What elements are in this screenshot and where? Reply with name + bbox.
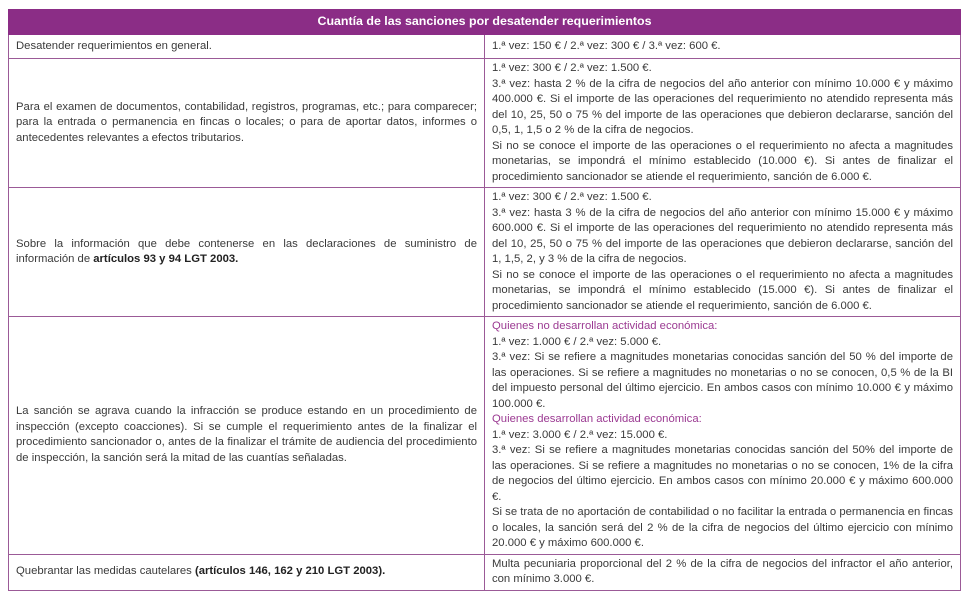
table-row	[9, 35, 961, 59]
sanctions-table	[8, 9, 961, 591]
row-infraction: Desatender requerimientos en general.	[9, 35, 485, 59]
sanction-line: 3.ª vez: hasta 3 % de la cifra de negocios del año anterior con mínimo 15.000 € y máximo 600.000 €. Si el importe de las operaciones del requerimiento no atendido representa más del 10, 25, 50 o 75 % del importe de las operaciones que debieron declararse, sanción del 1, 1,5, 2, y 3 % de la cifra de negocios.	[492, 206, 953, 265]
infraction-legal-ref: artículos 93 y 94 LGT 2003.	[93, 253, 239, 265]
sanction-line: 1.ª vez: 300 € / 2.ª vez: 1.500 €.	[492, 191, 652, 203]
row-sanction	[485, 317, 961, 555]
row-infraction	[9, 554, 485, 590]
row-sanction	[485, 188, 961, 317]
sanction-line: Multa pecuniaria proporcional del 2 % de la cifra de negocios del infractor el año anterior, con mínimo 3.000 €.	[492, 557, 953, 585]
row-sanction	[485, 35, 961, 59]
infraction-text: Quebrantar las medidas cautelares	[16, 565, 195, 578]
sanction-line: 3.ª vez: Si se refiere a magnitudes monetarias conocidas sanción del 50 % del importe de las operaciones. Si se refiere a magnitudes no monetarias o no se conocen, 0,5 % de la BI del impuesto personal del último ejercicio. En ambos casos con mínimo 10.000 € y máximo 100.000 €.	[492, 351, 953, 410]
row-infraction: La sanción se agrava cuando la infracción se produce estando en un procedimiento de inspección (excepto coacciones). Si se cumple el requerimiento antes de la finalizar el procedimiento sancionador o, antes de la finalizar el trámite de audiencia del procedimiento de inspección, la sanción será la mitad de las cuantías señaladas.	[9, 317, 485, 555]
table-row	[9, 554, 961, 590]
sanction-line: 1.ª vez: 150 € / 2.ª vez: 300 € / 3.ª vez: 600 €.	[492, 39, 721, 52]
subgroup-heading: Quienes no desarrollan actividad económica:	[492, 320, 718, 332]
sanction-line: 3.ª vez: hasta 2 % de la cifra de negocios del año anterior con mínimo 10.000 € y máximo 400.000 €. Si el importe de las operaciones del requerimiento no atendido representa más del 10, 25, 50 o 75 % del importe de las operaciones que debieron declararse, sanción del 0,5, 1, 1,5 o 2 % de la cifra de negocios.	[492, 77, 953, 136]
sanction-line: Si no se conoce el importe de las operaciones o el requerimiento no afecta a magnitudes monetarias, se impondrá el mínimo establecido (15.000 €). Si antes de finalizar el procedimiento sancionador se atiende el requerimiento, sanción de 6.000 €.	[492, 268, 953, 312]
row-sanction	[485, 554, 961, 590]
sanction-line: 1.ª vez: 1.000 € / 2.ª vez: 5.000 €.	[492, 335, 662, 348]
row-infraction	[9, 188, 485, 317]
row-infraction: Para el examen de documentos, contabilidad, registros, programas, etc.; para comparecer; para la entrada o permanencia en fincas o locales; o para de aportar datos, informes o antecedentes relevantes a efectos tributarios.	[9, 59, 485, 188]
sanction-line: 3.ª vez: Si se refiere a magnitudes monetarias conocidas sanción del 50% del importe de las operaciones. Si se refiere a magnitudes no monetarias o no se conocen, 1% de la cifra de negocios del último ejercicio. En ambos casos con mínimo 20.000 € y máximo 600.000 €.	[492, 444, 953, 503]
table-header-row	[9, 10, 961, 35]
sanction-line: 1.ª vez: 3.000 € / 2.ª vez: 15.000 €.	[492, 428, 668, 441]
sanction-line: Si se trata de no aportación de contabilidad o no facilitar la entrada o permanencia en fincas o locales, la sanción será del 2 % de la cifra de negocios del último ejercicio con mínimo 20.000 € y máximo 600.000 €.	[492, 506, 953, 549]
infraction-text: Sobre la información que debe contenerse en las declaraciones de suministro de información de	[16, 237, 477, 265]
infraction-legal-ref: (artículos 146, 162 y 210 LGT 2003).	[194, 565, 386, 578]
row-sanction	[485, 59, 961, 188]
table-row	[9, 317, 961, 555]
table-row	[9, 188, 961, 317]
table-row	[9, 59, 961, 188]
table-title: Cuantía de las sanciones por desatender requerimientos	[9, 10, 961, 35]
sanction-line: 1.ª vez: 300 € / 2.ª vez: 1.500 €.	[492, 62, 652, 74]
subgroup-heading: Quienes desarrollan actividad económica:	[492, 413, 702, 425]
sanction-line: Si no se conoce el importe de las operaciones o el requerimiento no afecta a magnitudes monetarias, se impondrá el mínimo establecido (10.000 €). Si antes de finalizar el procedimiento sancionador se atiende el requerimiento, sanción de 6.000 €.	[492, 139, 953, 183]
